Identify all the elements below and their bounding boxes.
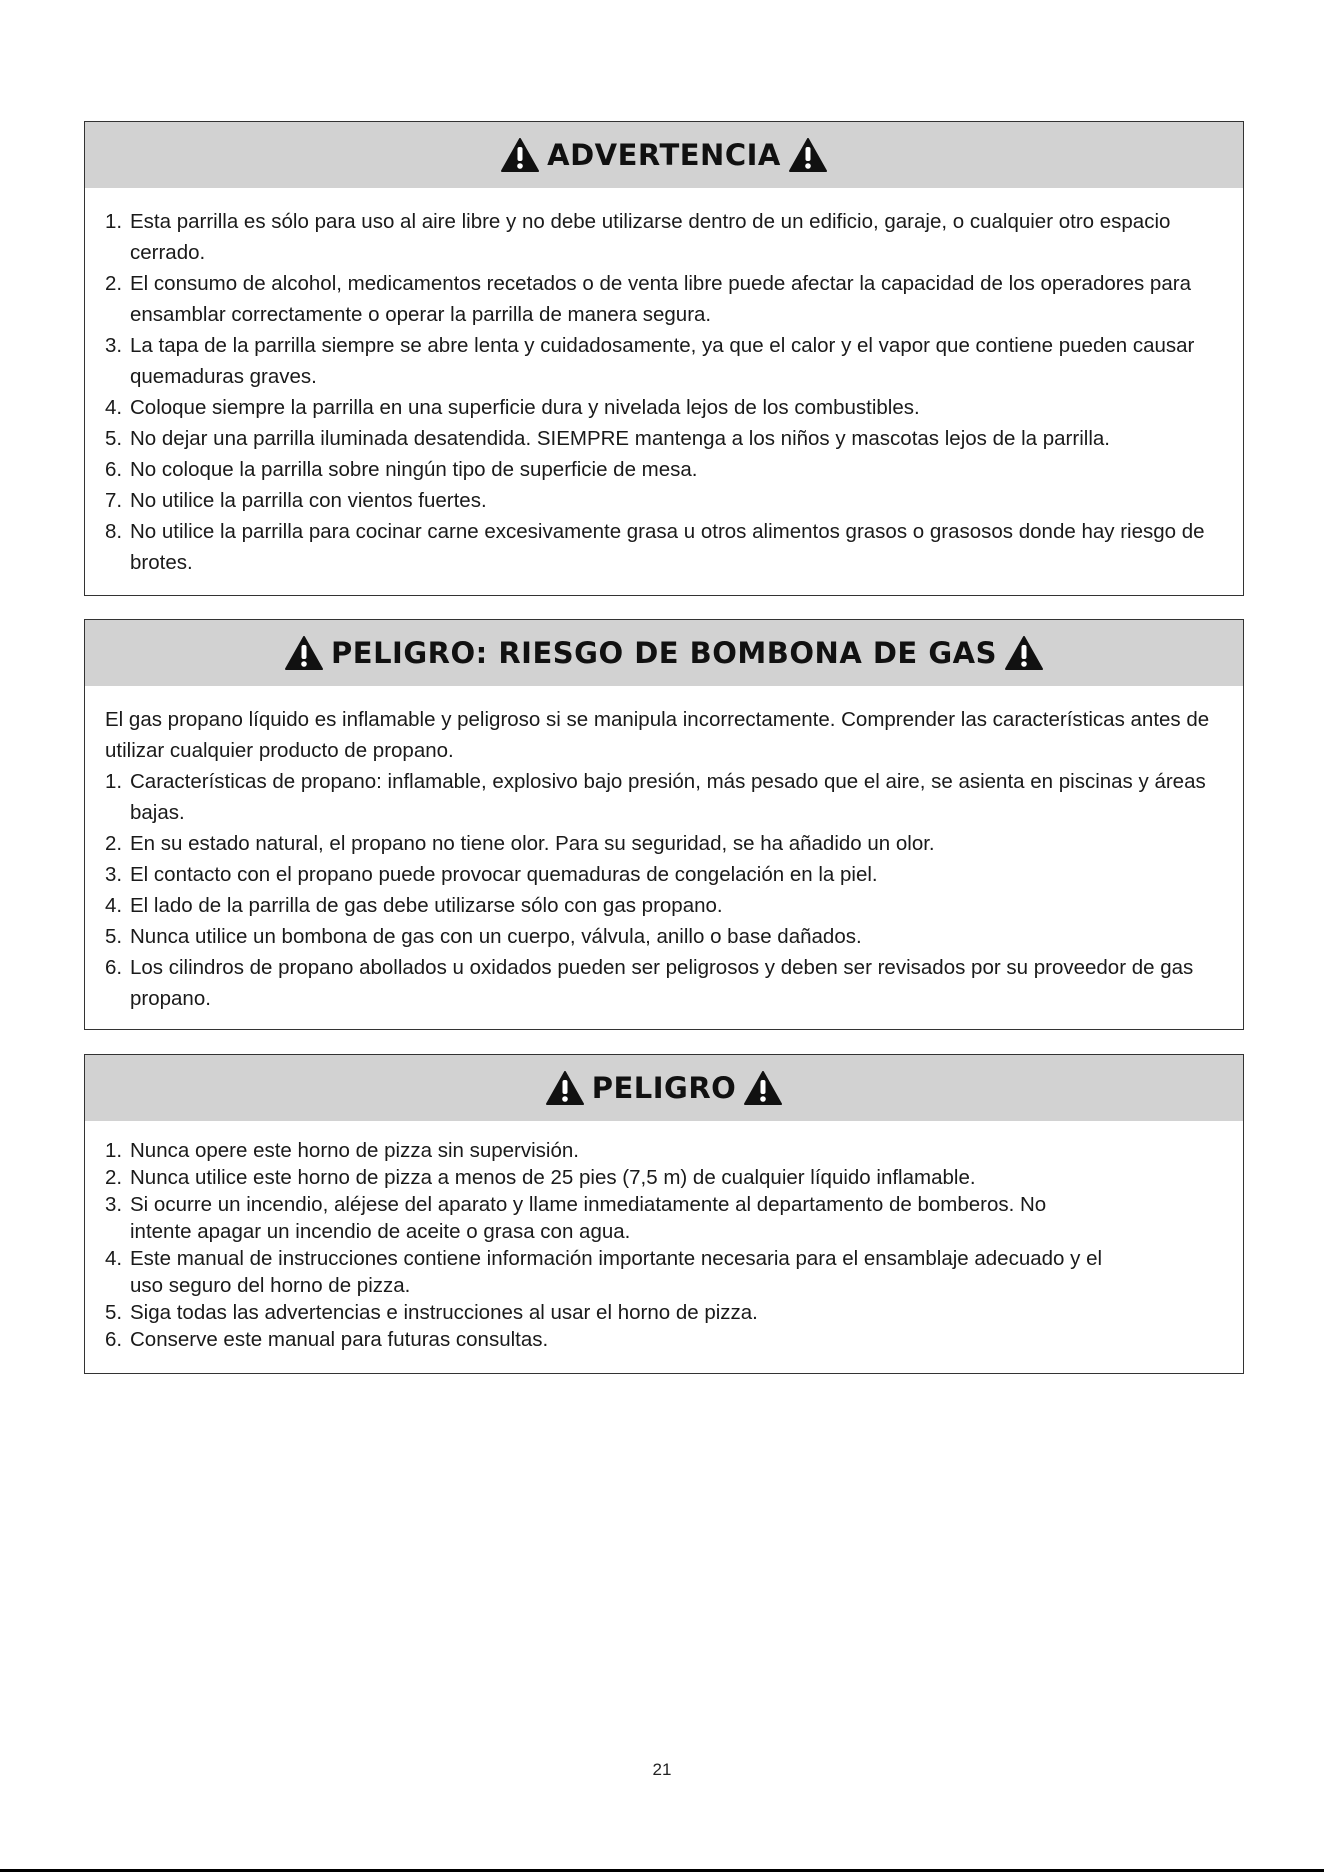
- peligro-list: [105, 1137, 1223, 1353]
- list-item: 1. Características de propano: inflamable, explosivo bajo presión, más pesado que el aire, se asienta en piscinas y áreas bajas.: [105, 770, 1206, 824]
- peligro-gas-box: [84, 619, 1244, 1030]
- list-item: 6. No coloque la parrilla sobre ningún tipo de superficie de mesa.: [105, 458, 698, 481]
- list-item: 5. No dejar una parrilla iluminada desatendida. SIEMPRE mantenga a los niños y mascotas lejos de la parrilla.: [105, 427, 1110, 450]
- list-item: 2. En su estado natural, el propano no tiene olor. Para su seguridad, se ha añadido un olor.: [105, 832, 935, 855]
- list-item: 8. No utilice la parrilla para cocinar carne excesivamente grasa u otros alimentos grasos o grasosos donde hay riesgo de brotes.: [105, 520, 1205, 574]
- peligro-gas-title: PELIGRO: RIESGO DE BOMBONA DE GAS: [331, 636, 997, 670]
- warning-triangle-icon: [285, 636, 323, 670]
- peligro-header: [85, 1055, 1243, 1121]
- list-item: 5. Nunca utilice un bombona de gas con un cuerpo, válvula, anillo o base dañados.: [105, 925, 862, 948]
- list-item: 4. Coloque siempre la parrilla en una superficie dura y nivelada lejos de los combustibles.: [105, 396, 920, 419]
- advertencia-body: [85, 188, 1243, 588]
- peligro-gas-intro: El gas propano líquido es inflamable y peligroso si se manipula incorrectamente. Comprender las características antes de utilizar cualquier producto de propano.: [105, 708, 1210, 762]
- warning-triangle-icon: [744, 1071, 782, 1105]
- advertencia-box: [84, 121, 1244, 596]
- advertencia-header: [85, 122, 1243, 188]
- list-item: 2. Nunca utilice este horno de pizza a menos de 25 pies (7,5 m) de cualquier líquido inflamable.: [105, 1166, 976, 1189]
- warning-triangle-icon: [1005, 636, 1043, 670]
- peligro-gas-header: [85, 620, 1243, 686]
- peligro-box: [84, 1054, 1244, 1374]
- advertencia-title: ADVERTENCIA: [547, 138, 781, 172]
- peligro-gas-list: [105, 766, 1223, 1014]
- list-item: 7. No utilice la parrilla con vientos fuertes.: [105, 489, 487, 512]
- list-item: 4. El lado de la parrilla de gas debe utilizarse sólo con gas propano.: [105, 894, 723, 917]
- advertencia-list: [105, 206, 1223, 578]
- list-item: 4. Este manual de instrucciones contiene información importante necesaria para el ensamblaje adecuado y el uso seguro del horno de pizza.: [105, 1247, 1103, 1297]
- list-item: 1. Esta parrilla es sólo para uso al aire libre y no debe utilizarse dentro de un edificio, garaje, o cualquier otro espacio cerrado.: [105, 210, 1171, 264]
- peligro-title: PELIGRO: [591, 1071, 737, 1105]
- list-item: 1. Nunca opere este horno de pizza sin supervisión.: [105, 1139, 579, 1162]
- page-number: 21: [652, 1760, 672, 1779]
- list-item: 6. Los cilindros de propano abollados u oxidados pueden ser peligrosos y deben ser revisados por su proveedor de gas propano.: [105, 956, 1194, 1010]
- list-item: 3. La tapa de la parrilla siempre se abre lenta y cuidadosamente, ya que el calor y el vapor que contiene pueden causar quemaduras graves.: [105, 334, 1195, 388]
- list-item: 3. Si ocurre un incendio, aléjese del aparato y llame inmediatamente al departamento de bomberos. No intente apagar un incendio de aceite o grasa con agua.: [105, 1193, 1047, 1243]
- peligro-gas-body: [85, 686, 1243, 1024]
- list-item: 3. El contacto con el propano puede provocar quemaduras de congelación en la piel.: [105, 863, 878, 886]
- list-item: 2. El consumo de alcohol, medicamentos recetados o de venta libre puede afectar la capacidad de los operadores para ensamblar correctamente o operar la parrilla de manera segura.: [105, 272, 1191, 326]
- list-item: 5. Siga todas las advertencias e instrucciones al usar el horno de pizza.: [105, 1301, 758, 1324]
- warning-triangle-icon: [546, 1071, 584, 1105]
- warning-triangle-icon: [501, 138, 539, 172]
- warning-triangle-icon: [789, 138, 827, 172]
- list-item: 6. Conserve este manual para futuras consultas.: [105, 1328, 549, 1351]
- peligro-body: [85, 1121, 1243, 1363]
